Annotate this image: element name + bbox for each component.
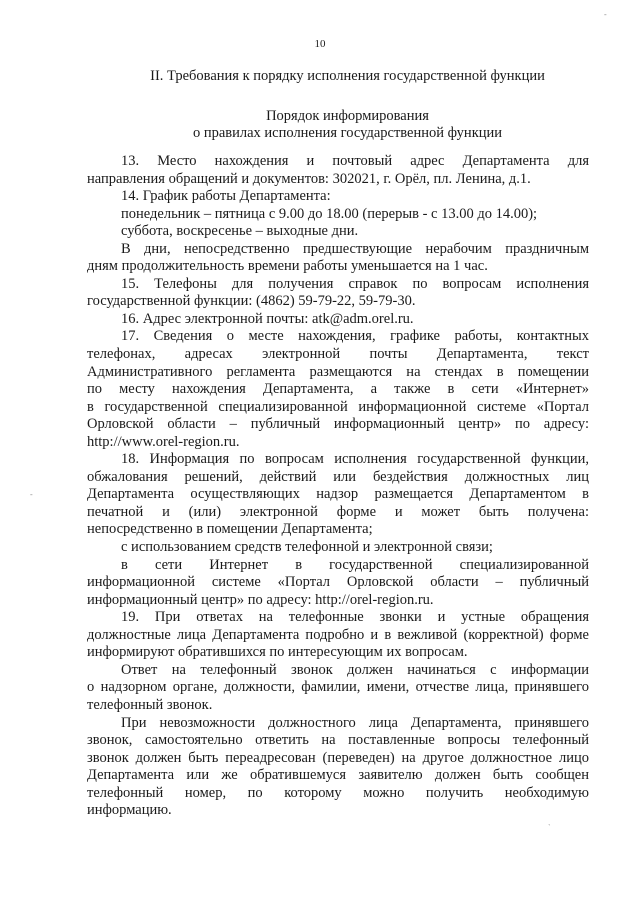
text-line: 19. При ответах на телефонные звонки и устные обращения <box>121 609 589 626</box>
text-line: информационной системе «Портал Орловской области – публичный <box>87 574 589 591</box>
text-line: телефонный номер, по которому можно получить необходимую <box>87 784 589 801</box>
page-number: 10 <box>314 38 326 50</box>
scan-artifact: ` <box>548 823 551 832</box>
text-line: 17. Сведения о месте нахождения, графике работы, контактных <box>121 328 589 345</box>
text-line: суббота, воскресенье – выходные дни. <box>121 223 359 240</box>
text-line: в сети Интернет в государственной специализированной <box>121 556 589 573</box>
text-line: 14. График работы Департамента: <box>121 188 331 205</box>
text-line: 15. Телефоны для получения справок по вопросам исполнения <box>121 275 589 292</box>
text-line: При невозможности должностного лица Департамента, принявшего <box>121 714 589 731</box>
text-line: информацию. <box>87 802 172 819</box>
text-line: с использованием средств телефонной и электронной связи; <box>121 539 493 556</box>
text-line: 18. Информация по вопросам исполнения государственной функции, <box>121 451 589 468</box>
text-line: Департамента осуществляющих надзор размещается Департаментом в <box>87 486 589 503</box>
text-line: должностные лица Департамента подробно и в вежливой (корректной) форме <box>87 626 589 643</box>
text-line: http://www.orel-region.ru. <box>87 433 240 450</box>
text-line: Административного регламента размещаются на стендах в помещении <box>87 363 589 380</box>
text-line: В дни, непосредственно предшествующие нерабочим праздничным <box>121 240 589 257</box>
text-line: непосредственно в помещении Департамента; <box>87 521 373 538</box>
text-line: направления обращений и документов: 302021, г. Орёл, пл. Ленина, д.1. <box>87 170 531 187</box>
text-line: по месту нахождения Департамента, а также в сети «Интернет» <box>87 381 589 398</box>
section-title: II. Требования к порядку исполнения государственной функции <box>150 68 545 84</box>
subtitle-line-2: о правилах исполнения государственной функции <box>192 125 503 141</box>
scan-artifact: - <box>30 490 33 499</box>
text-line: обжалования решений, действий или бездействия должностных лиц <box>87 468 589 485</box>
text-line: государственной функции: (4862) 59-79-22, 59-79-30. <box>87 293 416 310</box>
text-line: Департамента или же обратившемуся заявителю должен быть сообщен <box>87 767 589 784</box>
text-line: в государственной специализированной информационной системе «Портал <box>87 398 589 415</box>
text-line: информируют обратившихся по интересующим их вопросам. <box>87 644 468 661</box>
subtitle-line-1: Порядок информирования <box>266 108 429 124</box>
text-line: 16. Адрес электронной почты: atk@adm.orel.ru. <box>121 310 414 327</box>
text-line: телефонный звонок. <box>87 696 213 713</box>
text-line: информационный центр» по адресу: http://orel-region.ru. <box>87 591 434 608</box>
scan-artifact: - <box>604 10 607 19</box>
text-line: дням продолжительность времени работы уменьшается на 1 час. <box>87 258 488 275</box>
text-line: звонок, самостоятельно ответить на поставленные вопросы телефонный <box>87 732 589 749</box>
text-line: Орловской области – публичный информационный центр» по адресу: <box>87 416 589 433</box>
text-line: Ответ на телефонный звонок должен начинаться с информации <box>121 661 589 678</box>
text-line: 13. Место нахождения и почтовый адрес Департамента для <box>121 153 589 169</box>
text-line: печатной и (или) электронной форме и может быть получена: <box>87 503 589 520</box>
text-line: о надзорном органе, должности, фамилии, имени, отчестве лица, принявшего <box>87 679 589 696</box>
text-line: телефонах, адресах электронной почты Департамента, текст <box>87 346 589 363</box>
document-body <box>87 153 589 820</box>
text-line: звонок должен быть переадресован (переведен) на другое должностное лицо <box>87 749 589 766</box>
text-line: понедельник – пятница с 9.00 до 18.00 (перерыв - с 13.00 до 14.00); <box>121 205 538 222</box>
